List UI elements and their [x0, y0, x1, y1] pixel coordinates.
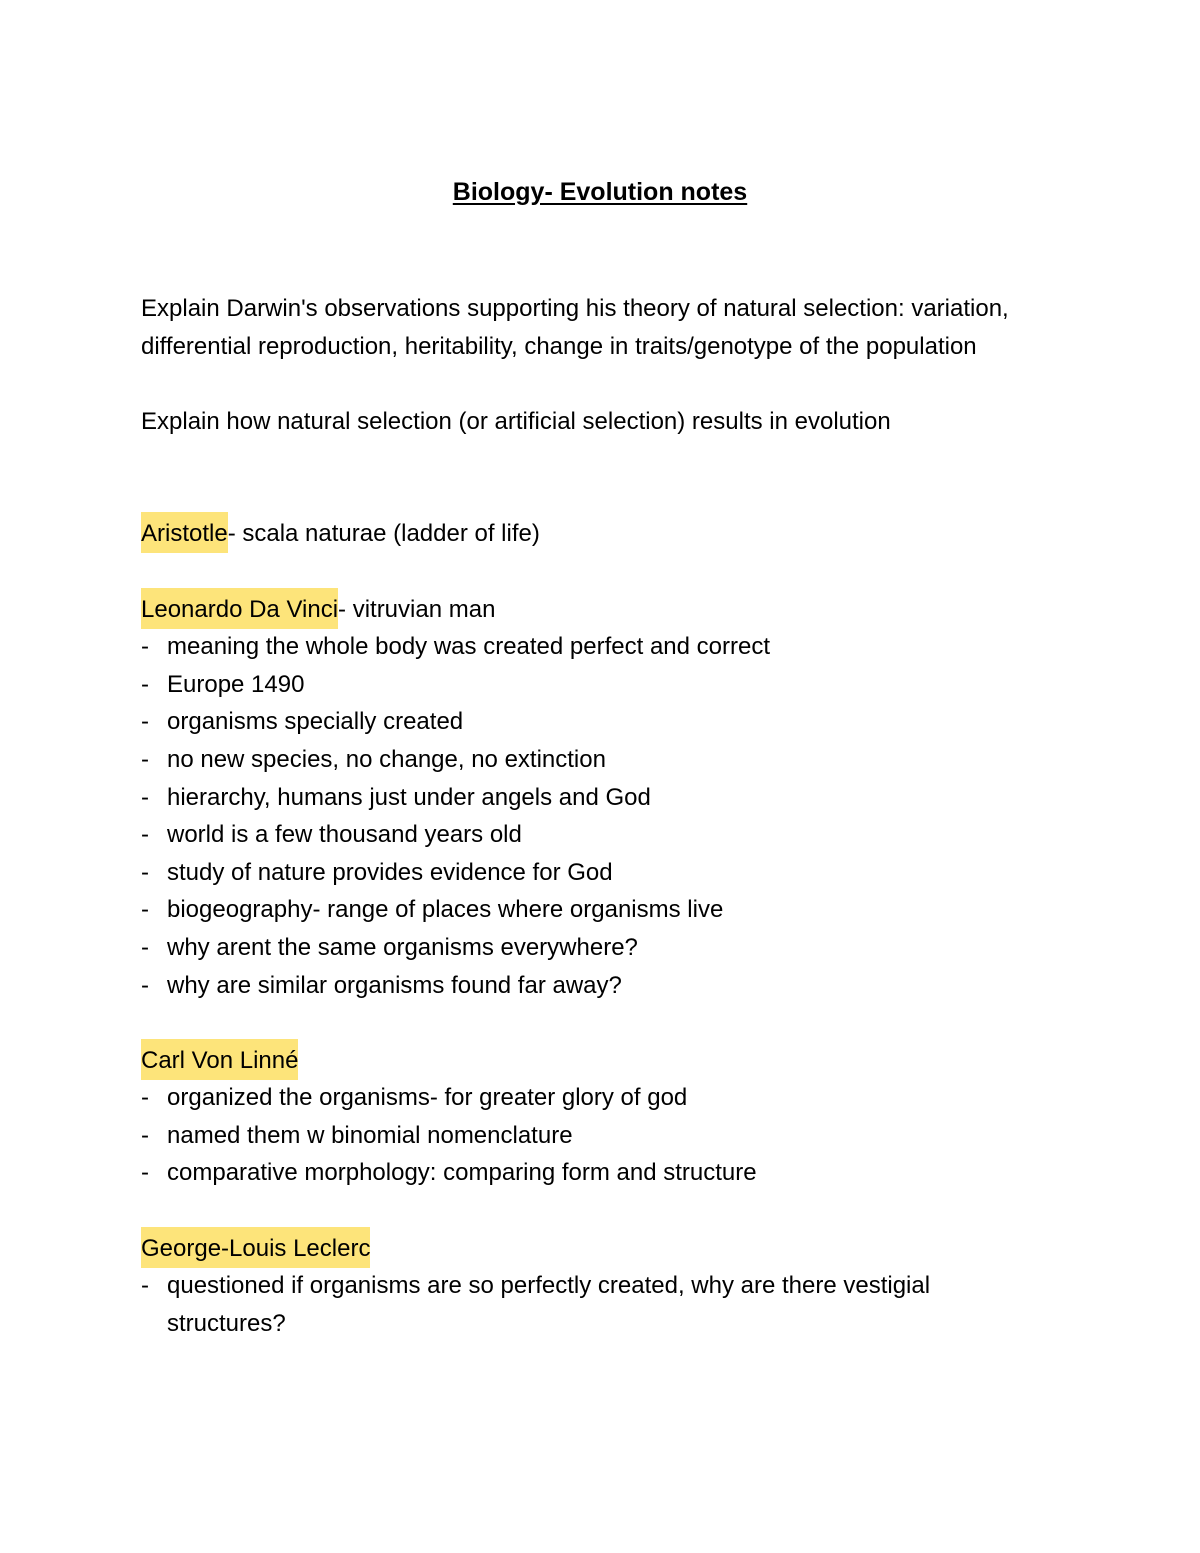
section-leonardo [141, 591, 1041, 1005]
bullet-dash: - [141, 896, 149, 924]
list-item: - organisms specially created [141, 703, 1041, 741]
bullet-dash: - [141, 745, 149, 773]
highlighted-name: Aristotle [141, 512, 228, 553]
highlighted-name: Leonardo Da Vinci [141, 588, 338, 629]
bullet-dash: - [141, 1272, 149, 1300]
bullet-dash: - [141, 858, 149, 886]
list-item: - Europe 1490 [141, 666, 1041, 704]
document-body [141, 290, 1041, 1342]
list-item: - no new species, no change, no extinction [141, 741, 1041, 779]
section-heading [141, 591, 1041, 629]
highlighted-name: Carl Von Linné [141, 1039, 298, 1080]
bullet-list [141, 1267, 1041, 1342]
bullet-dash: - [141, 670, 149, 698]
list-item: - meaning the whole body was created perfect and correct [141, 628, 1041, 666]
list-item: - questioned if organisms are so perfectly created, why are there vestigial structures? [141, 1267, 1041, 1342]
bullet-dash: - [141, 783, 149, 811]
list-item: - named them w binomial nomenclature [141, 1117, 1041, 1155]
list-item: - world is a few thousand years old [141, 816, 1041, 854]
section-heading [141, 1042, 1041, 1080]
list-item: - biogeography- range of places where organisms live [141, 891, 1041, 929]
objective-natural-selection: Explain how natural selection (or artificial selection) results in evolution [141, 407, 891, 435]
bullet-dash: - [141, 708, 149, 736]
section-aristotle [141, 515, 1041, 553]
document-title: Biology- Evolution notes [452, 178, 748, 206]
list-item: - study of nature provides evidence for God [141, 854, 1041, 892]
bullet-list [141, 1079, 1041, 1192]
section-leclerc [141, 1230, 1041, 1343]
bullet-dash: - [141, 971, 149, 999]
bullet-dash: - [141, 1084, 149, 1112]
list-item: - why arent the same organisms everywhere? [141, 929, 1041, 967]
bullet-dash: - [141, 933, 149, 961]
bullet-dash: - [141, 821, 149, 849]
list-item: - organized the organisms- for greater glory of god [141, 1079, 1041, 1117]
bullet-dash: - [141, 1159, 149, 1187]
bullet-dash: - [141, 1121, 149, 1149]
bullet-dash: - [141, 633, 149, 661]
highlighted-name: George-Louis Leclerc [141, 1227, 370, 1268]
heading-suffix: - vitruvian man [338, 595, 496, 623]
section-heading [141, 1230, 1041, 1268]
list-item: - hierarchy, humans just under angels and God [141, 779, 1041, 817]
objective-darwin: Explain Darwin's observations supporting his theory of natural selection: variation, differential reproduction, heritability, change in traits/genotype of the population [141, 295, 1009, 360]
section-heading [141, 515, 1041, 553]
heading-suffix: - scala naturae (ladder of life) [227, 520, 540, 548]
list-item: - comparative morphology: comparing form and structure [141, 1154, 1041, 1192]
bullet-list [141, 628, 1041, 1004]
section-linne [141, 1042, 1041, 1192]
list-item: - why are similar organisms found far away? [141, 967, 1041, 1005]
